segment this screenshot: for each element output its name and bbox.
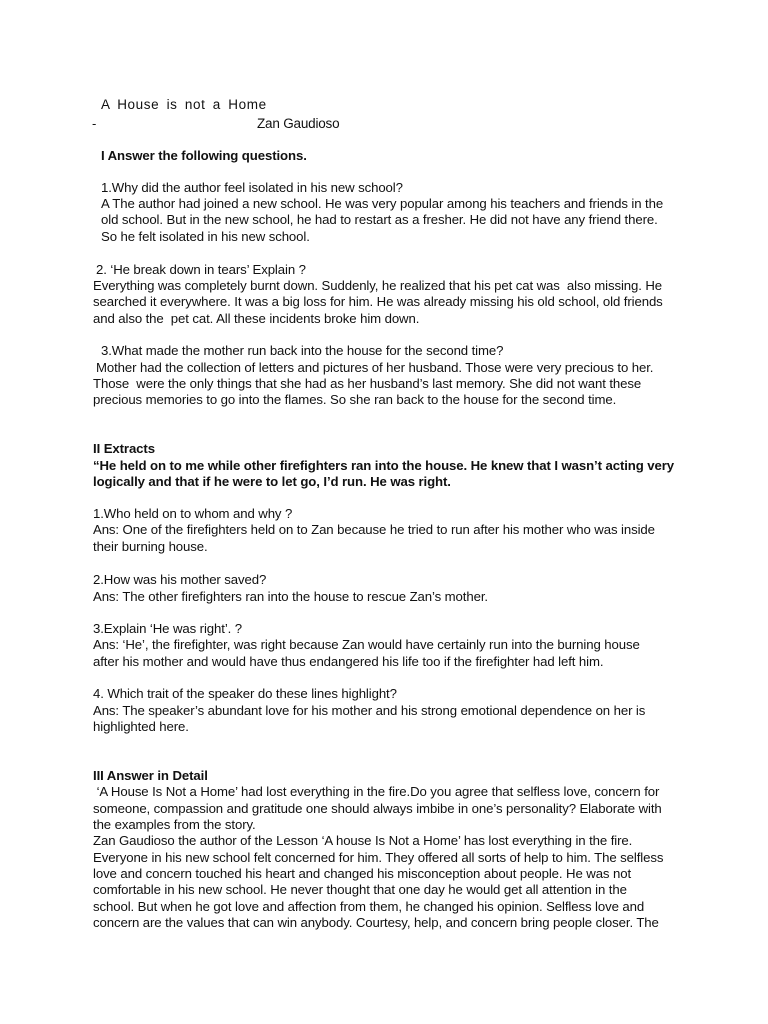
section-1-answer-1-line: old school. But in the new school, he had to restart as a fresher. He did not have any friend there. xyxy=(101,212,658,227)
section-2-heading: II Extracts xyxy=(93,441,155,456)
section-1-answer-3-line: Mother had the collection of letters and pictures of her husband. Those were very precious to her. xyxy=(96,360,654,375)
author-name: Zan Gaudioso xyxy=(257,116,340,131)
section-2-question-2: 2.How was his mother saved? xyxy=(93,572,267,587)
section-1-heading: I Answer the following questions. xyxy=(101,148,307,163)
extract-line: logically and that if he were to let go, I’d run. He was right. xyxy=(93,474,451,489)
section-1-answer-2-line: and also the pet cat. All these incidents broke him down. xyxy=(93,311,420,326)
section-1-question-2: 2. ‘He break down in tears’ Explain ? xyxy=(96,262,306,277)
document-title: A House is not a Home xyxy=(101,97,267,112)
section-2-answer-3-line: Ans: ‘He’, the firefighter, was right because Zan would have certainly run into the burning house xyxy=(93,637,640,652)
section-2-answer-2-line: Ans: The other firefighters ran into the house to rescue Zan’s mother. xyxy=(93,589,488,604)
title-dash: - xyxy=(92,116,97,131)
section-2-answer-4-line: highlighted here. xyxy=(93,719,189,734)
section-1-answer-3-line: precious memories to go into the flames. So she ran back to the house for the second time. xyxy=(93,392,617,407)
section-2-answer-1-line: their burning house. xyxy=(93,539,208,554)
section-2-question-3: 3.Explain ‘He was right’. ? xyxy=(93,621,243,636)
section-2-answer-1-line: Ans: One of the firefighters held on to Zan because he tried to run after his mother who was inside xyxy=(93,522,655,537)
section-1-answer-1-line: So he felt isolated in his new school. xyxy=(101,229,310,244)
section-2-question-4: 4. Which trait of the speaker do these lines highlight? xyxy=(93,686,397,701)
section-1-answer-3-line: Those were the only things that she had as her husband’s last memory. She did not want these xyxy=(93,376,642,391)
section-3-question-line: someone, compassion and gratitude one should always imbibe in one’s personality? Elaborate with xyxy=(93,801,662,816)
section-3-answer-line: Zan Gaudioso the author of the Lesson ‘A house Is Not a Home’ has lost everything in the fire. xyxy=(93,833,633,848)
section-3-answer-line: school. But when he got love and affection from them, he changed his opinion. Selfless love and xyxy=(93,899,645,914)
section-3-answer-line: concern are the values that can win anybody. Courtesy, help, and concern bring people closer. The xyxy=(93,915,659,930)
section-1-answer-2-line: searched it everywhere. It was a big loss for him. He was already missing his old school, old friends xyxy=(93,294,663,309)
extract-line: “He held on to me while other firefighters ran into the house. He knew that I wasn’t acting very xyxy=(93,458,675,473)
section-3-answer-line: love and concern touched his heart and changed his misconception about people. He was not xyxy=(93,866,632,881)
section-2-answer-3-line: after his mother and would have thus endangered his life too if the firefighter had left him. xyxy=(93,654,604,669)
section-1-question-1: 1.Why did the author feel isolated in his new school? xyxy=(101,180,403,195)
section-3-question-line: ‘A House Is Not a Home’ had lost everything in the fire.Do you agree that selfless love, concern for xyxy=(93,784,660,799)
section-3-question-line: the examples from the story. xyxy=(93,817,256,832)
section-3-answer-line: Everyone in his new school felt concerned for him. They offered all sorts of help to him. The selfless xyxy=(93,850,664,865)
section-3-answer-line: comfortable in his new school. He never thought that one day he would get all attention in the xyxy=(93,882,627,897)
section-2-question-1: 1.Who held on to whom and why ? xyxy=(93,506,293,521)
section-1-answer-2-line: Everything was completely burnt down. Suddenly, he realized that his pet cat was also missing. He xyxy=(93,278,663,293)
section-1-answer-1-line: A The author had joined a new school. He was very popular among his teachers and friends in the xyxy=(101,196,664,211)
section-2-answer-4-line: Ans: The speaker’s abundant love for his mother and his strong emotional dependence on her is xyxy=(93,703,646,718)
section-1-question-3: 3.What made the mother run back into the house for the second time? xyxy=(101,343,504,358)
section-3-heading: III Answer in Detail xyxy=(93,768,208,783)
